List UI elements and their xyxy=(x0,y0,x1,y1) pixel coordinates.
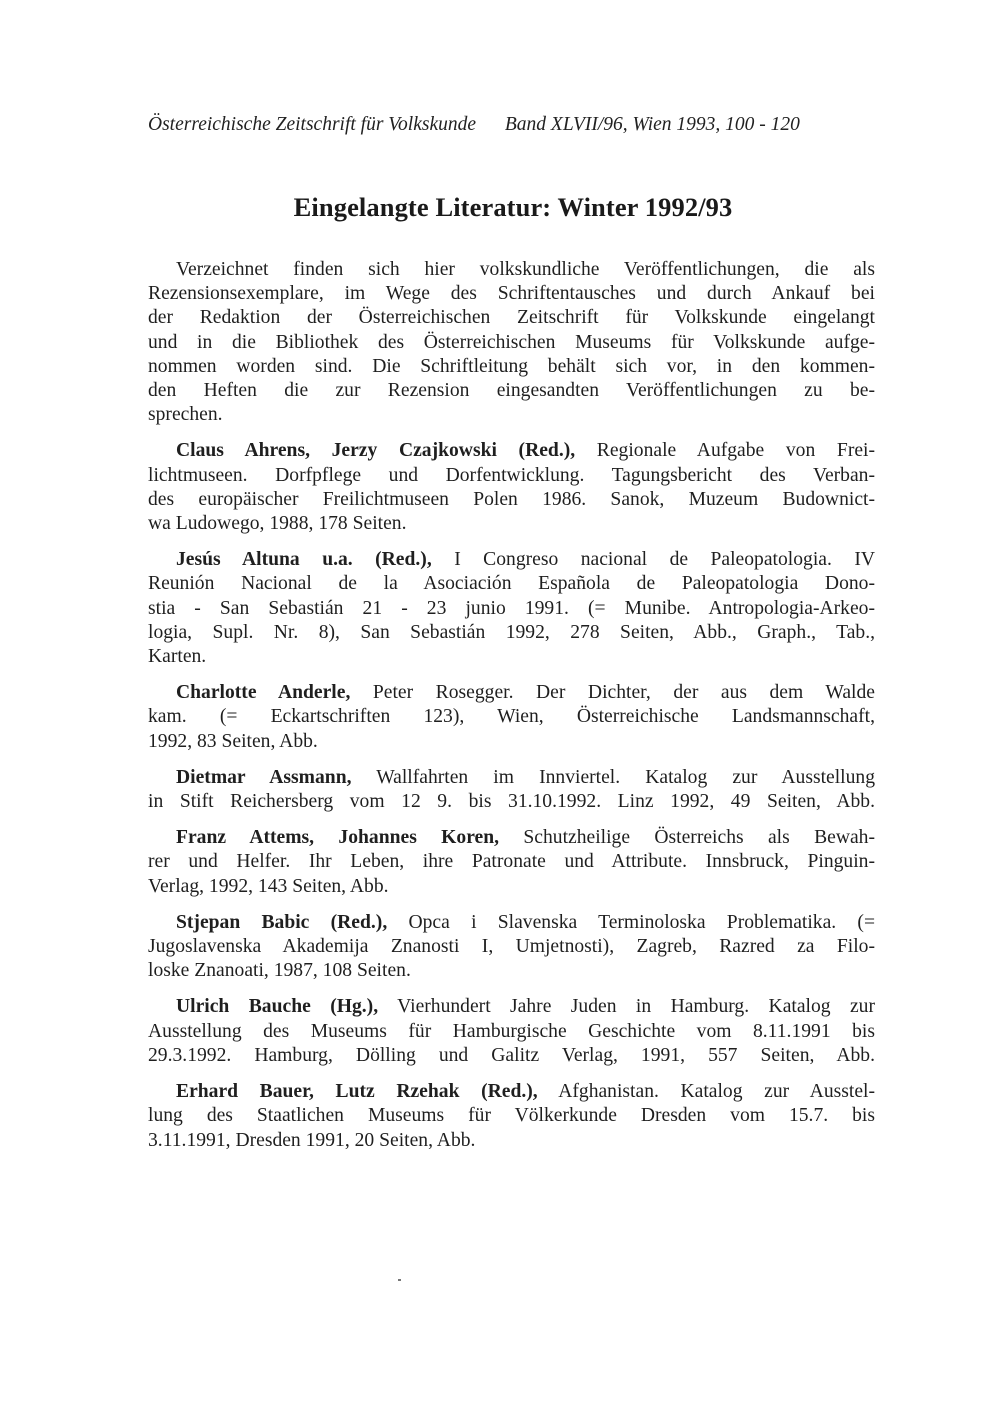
text-line: in Stift Reichersberg vom 12 9. bis 31.10.1992. Linz 1992, 49 Seiten, Abb. xyxy=(148,791,875,813)
entry-title: Wallfahrten im Innviertel. Katalog zur Ausstellung xyxy=(351,766,875,788)
text-line: des europäischer Freilichtmuseen Polen 1986. Sanok, Muzeum Budownict- xyxy=(148,488,875,510)
entry-author: Charlotte Anderle, xyxy=(176,682,351,704)
entry-author: Dietmar Assmann, xyxy=(176,766,352,788)
text-line xyxy=(148,826,875,850)
text-line: kam. (= Eckartschriften 123), Wien, Österreichische Landsmannschaft, xyxy=(148,706,875,728)
text-line: nommen worden sind. Die Schriftleitung behält sich vor, in den kommen- xyxy=(148,355,875,377)
text-line: den Heften die zur Rezension eingesandten Veröffentlichungen zu be- xyxy=(148,380,875,402)
text-line: stia - San Sebastián 21 - 23 junio 1991. (= Munibe. Antropologia-Arkeo- xyxy=(148,597,875,619)
text-line: 3.11.1991, Dresden 1991, 20 Seiten, Abb. xyxy=(148,1129,476,1151)
text-line xyxy=(148,548,875,572)
entry-author: Stjepan Babic (Red.), xyxy=(176,911,388,933)
text-line xyxy=(148,439,875,463)
entry-title: Schutzheilige Österreichs als Bewah- xyxy=(499,827,876,849)
volume-info: Band XLVII/96, Wien 1993, 100 - 120 xyxy=(504,114,800,135)
bibliography-entry xyxy=(148,911,875,984)
text-line xyxy=(148,766,875,790)
entry-author: Ulrich Bauche (Hg.), xyxy=(176,996,379,1018)
bibliography-entry xyxy=(148,826,875,899)
bibliography-entry xyxy=(148,766,875,814)
text-line: Verzeichnet finden sich hier volkskundliche Veröffentlichungen, die als xyxy=(176,259,875,280)
entry-title: Afghanistan. Katalog zur Ausstel- xyxy=(537,1081,875,1103)
running-header xyxy=(148,114,878,136)
text-line: Ausstellung des Museums für Hamburgische Geschichte vom 8.11.1991 bis xyxy=(148,1020,875,1042)
entry-title: I Congreso nacional de Paleopatologia. IV xyxy=(431,549,875,571)
text-line: wa Ludowego, 1988, 178 Seiten. xyxy=(148,513,407,535)
text-line: 29.3.1992. Hamburg, Dölling und Galitz Verlag, 1991, 557 Seiten, Abb. xyxy=(148,1044,875,1066)
text-line: sprechen. xyxy=(148,404,223,426)
text-line: Karten. xyxy=(148,646,207,668)
entry-title: Regionale Aufgabe von Frei- xyxy=(575,440,876,462)
bibliography-entry xyxy=(148,995,875,1068)
text-line: lichtmuseen. Dorfpflege und Dorfentwicklung. Tagungsbericht des Verban- xyxy=(148,464,875,486)
text-line: Reunión Nacional de la Asociación Española de Paleopatologia Dono- xyxy=(148,573,875,595)
entry-author: Jesús Altuna u.a. (Red.), xyxy=(176,549,432,571)
bibliography-entry xyxy=(148,439,875,536)
text-line: lung des Staatlichen Museums für Völkerkunde Dresden vom 15.7. bis xyxy=(148,1105,875,1127)
text-line: rer und Helfer. Ihr Leben, ihre Patronate und Attribute. Innsbruck, Pinguin- xyxy=(148,851,875,873)
text-line: Verlag, 1992, 143 Seiten, Abb. xyxy=(148,875,389,897)
text-line: Jugoslavenska Akademija Znanosti I, Umjetnosti), Zagreb, Razred za Filo- xyxy=(148,936,875,958)
text-line: Rezensionsexemplare, im Wege des Schriftentausches und durch Ankauf bei xyxy=(148,283,875,305)
text-line: logia, Supl. Nr. 8), San Sebastián 1992, 278 Seiten, Abb., Graph., Tab., xyxy=(148,621,875,643)
page-title: Eingelangte Literatur: Winter 1992/93 xyxy=(293,192,733,222)
document-body xyxy=(148,258,875,1165)
bibliography-entry xyxy=(148,1080,875,1153)
text-line: der Redaktion der Österreichischen Zeitschrift für Volkskunde eingelangt xyxy=(148,307,875,329)
entry-author: Franz Attems, Johannes Koren, xyxy=(176,827,500,849)
text-line xyxy=(148,1080,875,1104)
journal-title: Österreichische Zeitschrift für Volkskunde xyxy=(148,114,477,135)
text-line: und in die Bibliothek des Österreichischen Museums für Volkskunde aufge- xyxy=(148,331,875,353)
entry-title: Vierhundert Jahre Juden in Hamburg. Katalog zur xyxy=(378,996,876,1018)
text-line xyxy=(148,681,875,705)
bibliography-entry xyxy=(148,681,875,754)
intro-paragraph xyxy=(148,258,875,427)
text-line: loske Znanoati, 1987, 108 Seiten. xyxy=(148,960,411,982)
entry-title: Opca i Slavenska Terminoloska Problematika. (= xyxy=(387,911,875,933)
text-line: 1992, 83 Seiten, Abb. xyxy=(148,730,318,752)
bibliography-entry xyxy=(148,548,875,669)
text-line xyxy=(148,911,875,935)
entry-author: Claus Ahrens, Jerzy Czajkowski (Red.), xyxy=(176,440,576,462)
scan-speck xyxy=(398,1279,401,1281)
text-line xyxy=(148,995,875,1019)
entry-author: Erhard Bauer, Lutz Rzehak (Red.), xyxy=(176,1081,538,1103)
entry-title: Peter Rosegger. Der Dichter, der aus dem Walde xyxy=(350,682,875,704)
